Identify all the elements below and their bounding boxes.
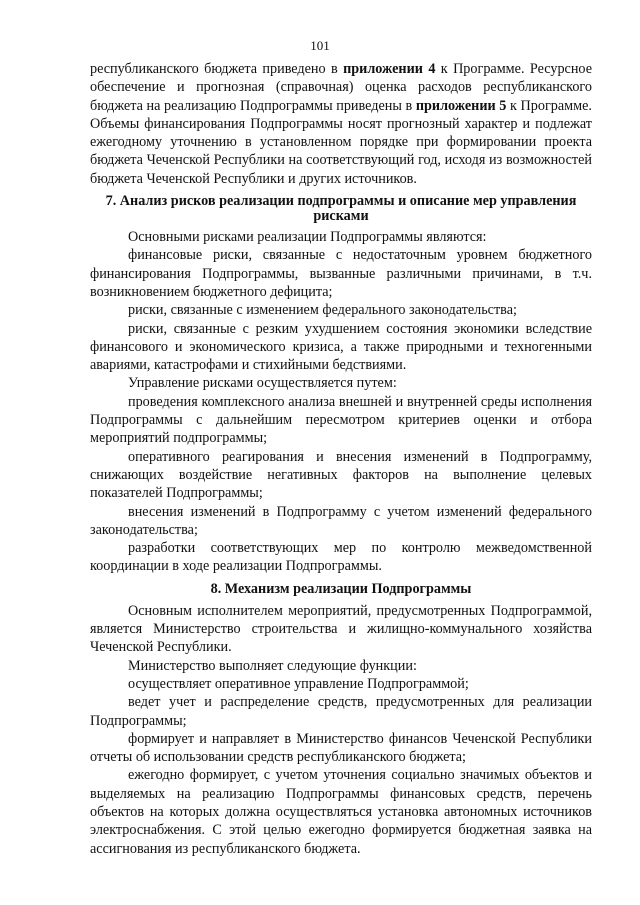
appendix-5-ref: приложении 5 xyxy=(415,97,507,114)
section-7-paragraph: финансовые риски, связанные с недостаточным уровнем бюджетного финансирования Подпрограммы, вызванные различными причинами, в т.ч. возникновением бюджетного дефицита; xyxy=(90,247,592,300)
section-7-paragraph: риски, связанные с изменением федерального законодательства; xyxy=(128,302,517,319)
section-7-paragraph: разработки соответствующих мер по контролю межведомственной координации в ходе реализации Подпрограммы. xyxy=(90,540,592,575)
section-8-paragraph: осуществляет оперативное управление Подпрограммой; xyxy=(128,675,469,692)
page-number: 101 xyxy=(310,38,330,53)
section-7-paragraph: Управление рисками осуществляется путем: xyxy=(128,375,397,392)
intro-paragraph xyxy=(90,60,592,188)
section-8-heading: 8. Механизм реализации Подпрограммы xyxy=(210,580,472,597)
section-7-heading: 7. Анализ рисков реализации подпрограммы и описание мер управления рисками xyxy=(105,193,577,225)
appendix-4-ref: приложении 4 xyxy=(343,61,436,77)
section-7-paragraph: Основными рисками реализации Подпрограммы являются: xyxy=(128,229,487,246)
section-8-paragraph: Основным исполнителем мероприятий, предусмотренных Подпрограммой, является Министерство строительства и жилищно-коммунального хозяйства Чеченской Республики. xyxy=(90,602,592,656)
section-8-paragraph: ведет учет и распределение средств, предусмотренных для реализации Подпрограммы; xyxy=(90,694,592,729)
section-7-paragraph: оперативного реагирования и внесения изменений в Подпрограмму, снижающих воздействие негативных факторов на выполнение целевых показателей Подпрограммы; xyxy=(90,448,592,502)
document-body xyxy=(90,60,592,858)
section-8-paragraph: ежегодно формирует, с учетом уточнения социально значимых объектов и выделяемых на реализацию Подпрограммы финансовых средств, перечень объектов на которых должна осуществляться установка автономных источников электроснабжения. С этой целью ежегодно формируется бюджетная заявка на ассигнования из республиканского бюджета. xyxy=(90,767,592,857)
intro-text-2: к Программе. Ресурсное обеспечение и прогнозная (справочная) оценка расходов республиканского бюджета на реализацию Подпрограммы приведены в xyxy=(90,61,592,114)
section-8-paragraph: Министерство выполняет следующие функции: xyxy=(128,657,417,674)
section-7-paragraph: риски, связанные с резким ухудшением состояния экономики вследствие финансового и экономического кризиса, а также природными и техногенными авариями, катастрофами и стихийными бедствиями. xyxy=(90,320,592,374)
intro-text-3: к Программе. Объемы финансирования Подпрограммы носят прогнозный характер и подлежат ежегодному уточнению в установленном порядке при формировании проекта бюджета Чеченской Республики на соответствующий год, исходя из возможностей бюджета Чеченской Республики и других источников. xyxy=(90,97,592,187)
intro-text-1: республиканского бюджета приведено в xyxy=(90,61,344,77)
section-7-body xyxy=(90,228,592,576)
section-7-paragraph: проведения комплексного анализа внешней и внутренней среды исполнения Подпрограммы с дальнейшим пересмотром критериев оценки и отбора мероприятий подпрограммы; xyxy=(90,393,592,447)
section-8-body xyxy=(90,602,592,858)
section-7-paragraph: внесения изменений в Подпрограмму с учетом изменений федерального законодательства; xyxy=(90,503,592,538)
section-8-paragraph: формирует и направляет в Министерство финансов Чеченской Республики отчеты об использовании средств республиканского бюджета; xyxy=(90,730,592,766)
